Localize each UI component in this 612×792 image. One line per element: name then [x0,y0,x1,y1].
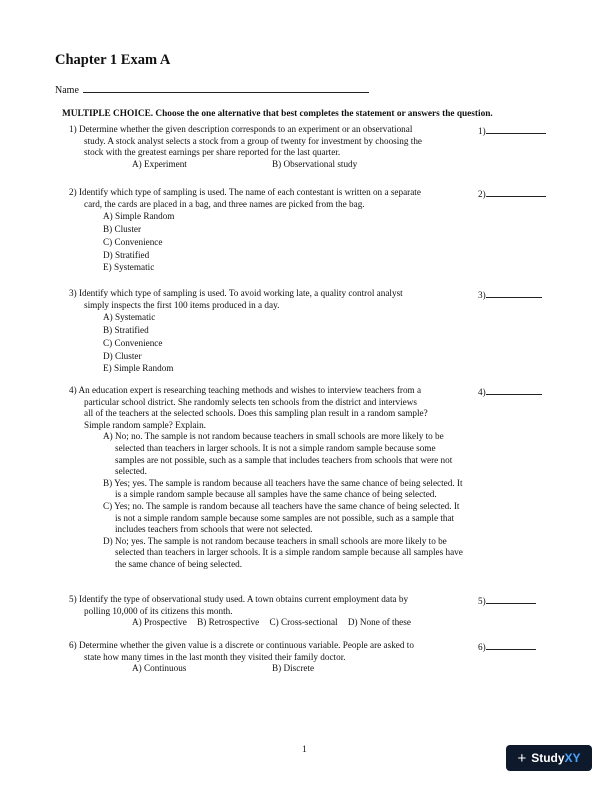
instructions: MULTIPLE CHOICE. Choose the one alternative that best completes the statement or answers the question. [62,109,493,119]
question-text-line: 6) Determine whether the given value is a discrete or continuous variable. People are asked to [69,640,414,650]
option-d[interactable]: D) None of these [347,617,411,628]
option-d[interactable]: D) Cluster [103,350,142,361]
question-text-line: study. A stock analyst selects a stock from a group of twenty for investment by choosing the [84,135,423,146]
logo-wordmark: StudyXY [531,751,581,765]
answer-blank-5[interactable]: 5) [478,594,536,606]
question-text-line: 4) An education expert is researching teaching methods and wishes to interview teachers from a [69,385,422,395]
option-c[interactable]: C) Cross-sectional [269,617,338,628]
question-3 [69,288,472,375]
question-text-line: all of the teachers at the selected schools. Does this sampling plan result in a random sample? [84,408,428,419]
question-text-line: 3) Identify which type of sampling is used. To avoid working late, a quality control analyst [69,288,403,298]
question-5 [69,594,472,629]
option-b[interactable]: B) Stratified [103,324,149,335]
option-b[interactable]: B) Discrete [272,663,315,674]
question-text-line: particular school district. She randomly selects ten schools from the district and interviews [84,396,417,407]
option-c[interactable]: C) Convenience [103,236,163,247]
option-c[interactable]: C) Convenience [103,337,163,348]
question-text-line: simply inspects the first 100 items produced in a day. [84,299,280,310]
question-text-line: Simple random sample? Explain. [84,419,206,430]
option-a[interactable]: A) Prospective [132,617,187,628]
option-d[interactable]: D) No; yes. The sample is not random because teachers in small schools are more likely to be selected than teachers in larger schools. It is a simple random sample because all samples have the same chance of being selected. [103,535,463,569]
option-b[interactable]: B) Retrospective [197,617,260,628]
question-1 [69,124,472,170]
option-a[interactable]: A) Continuous [132,663,187,674]
option-a[interactable]: A) No; no. The sample is not random because teachers in small schools are more likely to be selected than teachers in larger schools. It is not a simple random sample because some samples are not possible, such as a sample that includes teachers from schools that were not selected. [103,431,453,477]
option-c[interactable]: C) Yes; no. The sample is random because all teachers have the same chance of being selected. It is not a simple random sample because some samples are not possible, such as a sample that includes teachers from schools that were not selected. [103,500,460,535]
question-text-line: card, the cards are placed in a bag, and three names are picked from the bag. [84,198,365,209]
answer-blank-4[interactable]: 4) [478,385,542,397]
option-b[interactable]: B) Observational study [272,158,358,169]
option-e[interactable]: E) Systematic [103,262,155,273]
question-text-line: 1) Determine whether the given description corresponds to an experiment or an observational [69,124,413,134]
question-6 [69,640,472,675]
question-4 [69,385,472,571]
question-text-line: 2) Identify which type of sampling is used. The name of each contestant is written on a separate [69,187,421,197]
option-d[interactable]: D) Stratified [103,249,150,260]
option-e[interactable]: E) Simple Random [103,363,174,374]
option-a[interactable]: A) Systematic [103,312,156,323]
answer-blank-6[interactable]: 6) [478,640,536,652]
page-title: Chapter 1 Exam A [55,52,171,68]
page-number: 1 [302,745,307,755]
option-a[interactable]: A) Simple Random [103,211,175,222]
studyxy-logo[interactable] [506,745,592,771]
question-text-line: stock with the greatest earnings per share reported for the last quarter. [84,147,341,158]
plus-icon: + [517,749,527,767]
question-text-line: polling 10,000 of its citizens this month. [84,605,233,616]
option-b[interactable]: B) Yes; yes. The sample is random because all teachers have the same chance of being selected. It is a simple random sample because all samples have the same chance of being selected. [103,477,463,500]
answer-blank-3[interactable]: 3) [478,288,542,300]
name-blank-line[interactable] [83,83,369,93]
option-a[interactable]: A) Experiment [132,158,187,169]
answer-blank-2[interactable]: 2) [478,187,546,199]
question-2 [69,187,472,274]
name-label: Name [55,85,79,96]
question-text-line: 5) Identify the type of observational study used. A town obtains current employment data by [69,594,409,604]
option-b[interactable]: B) Cluster [103,223,142,234]
name-field[interactable] [55,83,369,96]
answer-blank-1[interactable]: 1) [478,124,546,136]
question-text-line: state how many times in the last month they visited their family doctor. [84,651,346,662]
